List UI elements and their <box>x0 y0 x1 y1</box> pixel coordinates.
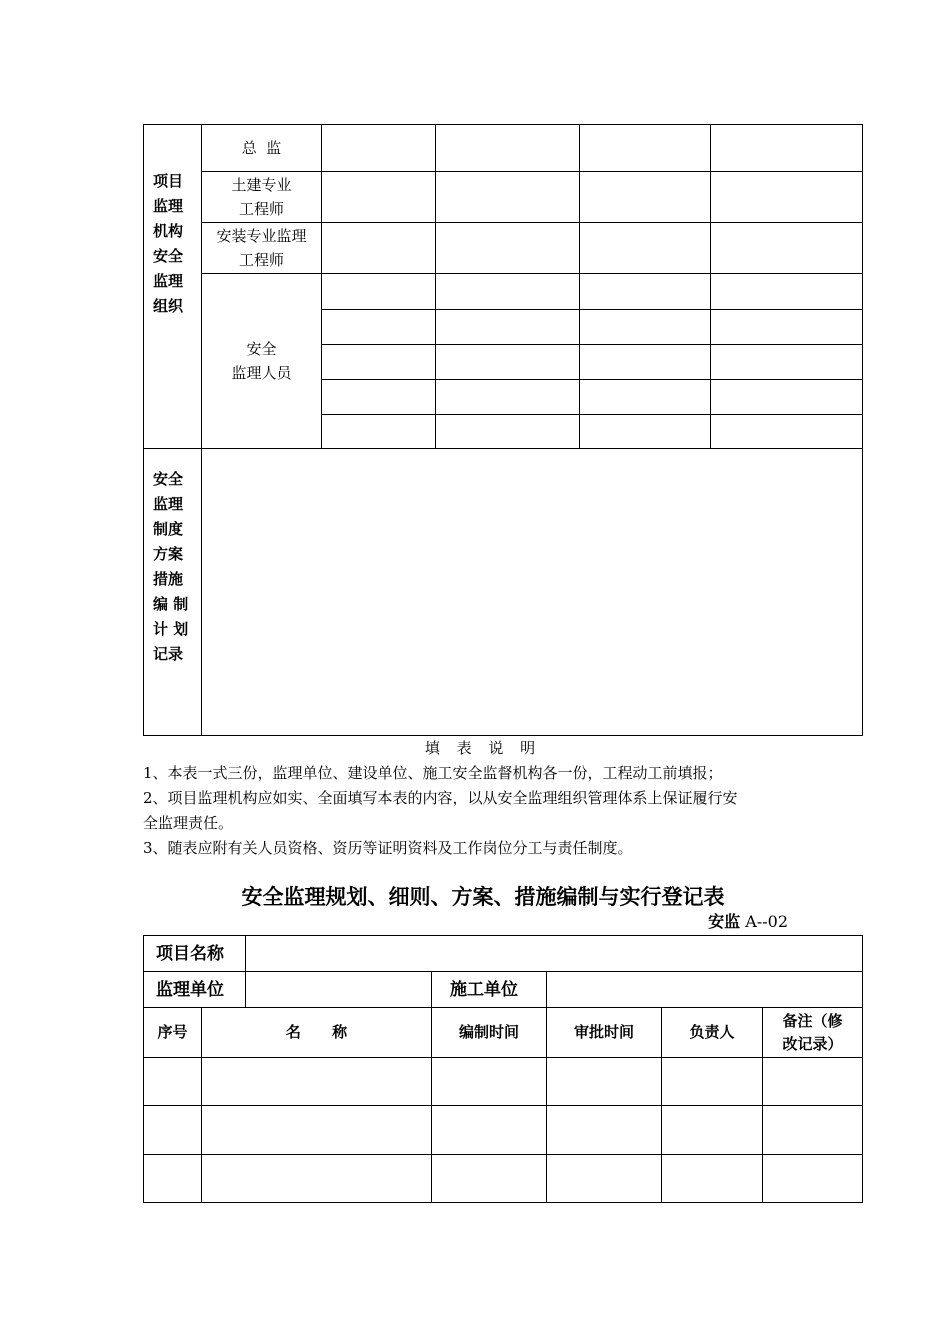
cell[interactable] <box>580 380 711 415</box>
table-row <box>144 1155 863 1203</box>
cell[interactable] <box>322 415 436 449</box>
cell[interactable] <box>711 172 863 223</box>
cell[interactable] <box>662 1106 763 1155</box>
col-header-owner: 负责人 <box>662 1008 763 1058</box>
col-header-remark: 备注（修 改记录） <box>763 1008 863 1058</box>
cell[interactable] <box>436 415 580 449</box>
install-engineer-label: 安装专业监理 工程师 <box>202 223 322 274</box>
register-table <box>143 935 863 1203</box>
cell[interactable] <box>711 380 863 415</box>
cell[interactable] <box>547 1106 662 1155</box>
cell[interactable] <box>711 223 863 274</box>
cell[interactable] <box>711 345 863 380</box>
cell[interactable] <box>322 223 436 274</box>
fill-notes <box>143 736 823 861</box>
cell[interactable] <box>580 172 711 223</box>
cell[interactable] <box>711 274 863 310</box>
supervisor-field[interactable] <box>246 972 432 1008</box>
cell[interactable] <box>202 1106 432 1155</box>
note-line: 1、本表一式三份，监理单位、建设单位、施工安全监督机构各一份，工程动工前填报； <box>143 764 723 782</box>
note-line: 3、随表应附有关人员资格、资历等证明资料及工作岗位分工与责任制度。 <box>143 839 633 857</box>
cell[interactable] <box>580 310 711 345</box>
cell[interactable] <box>763 1058 863 1106</box>
system-plan-label: 安全 监理 制度 方案 措施 编 制 计 划 记录 <box>144 449 202 736</box>
table-row <box>144 1106 863 1155</box>
col-header-name: 名 称 <box>202 1008 432 1058</box>
form-code: 安监 A--02 <box>708 912 788 931</box>
cell[interactable] <box>711 125 863 172</box>
note-line: 全监理责任。 <box>143 814 234 832</box>
org-section-label: 项目 监理 机构 安全 监理 组织 <box>144 125 202 449</box>
project-name-field[interactable] <box>246 936 863 972</box>
safety-staff-label: 安全 监理人员 <box>202 274 322 449</box>
system-plan-content[interactable] <box>202 449 863 736</box>
cell[interactable] <box>322 125 436 172</box>
cell[interactable] <box>547 1058 662 1106</box>
cell[interactable] <box>580 345 711 380</box>
cell[interactable] <box>144 1058 202 1106</box>
cell[interactable] <box>144 1155 202 1203</box>
note-line: 2、项目监理机构应如实、全面填写本表的内容，以从安全监理组织管理体系上保证履行安 <box>143 789 738 807</box>
cell[interactable] <box>436 172 580 223</box>
cell[interactable] <box>432 1155 547 1203</box>
cell[interactable] <box>432 1106 547 1155</box>
cell[interactable] <box>436 380 580 415</box>
cell[interactable] <box>436 125 580 172</box>
form-title: 安全监理规划、细则、方案、措施编制与实行登记表 <box>241 885 725 909</box>
col-header-seq: 序号 <box>144 1008 202 1058</box>
cell[interactable] <box>580 274 711 310</box>
cell[interactable] <box>711 310 863 345</box>
cell[interactable] <box>547 1155 662 1203</box>
chief-supervisor-label: 总 监 <box>202 125 322 172</box>
cell[interactable] <box>580 125 711 172</box>
cell[interactable] <box>144 1106 202 1155</box>
cell[interactable] <box>711 415 863 449</box>
civil-engineer-label: 土建专业 工程师 <box>202 172 322 223</box>
col-header-compile-time: 编制时间 <box>432 1008 547 1058</box>
cell[interactable] <box>322 274 436 310</box>
contractor-label: 施工单位 <box>432 972 547 1008</box>
org-table <box>143 124 863 736</box>
cell[interactable] <box>322 380 436 415</box>
cell[interactable] <box>436 310 580 345</box>
col-header-approve-time: 审批时间 <box>547 1008 662 1058</box>
cell[interactable] <box>322 172 436 223</box>
cell[interactable] <box>763 1155 863 1203</box>
cell[interactable] <box>580 223 711 274</box>
cell[interactable] <box>662 1058 763 1106</box>
cell[interactable] <box>436 345 580 380</box>
cell[interactable] <box>662 1155 763 1203</box>
table-row <box>144 1058 863 1106</box>
cell[interactable] <box>202 1058 432 1106</box>
cell[interactable] <box>322 345 436 380</box>
cell[interactable] <box>436 223 580 274</box>
cell[interactable] <box>580 415 711 449</box>
cell[interactable] <box>202 1155 432 1203</box>
cell[interactable] <box>436 274 580 310</box>
cell[interactable] <box>763 1106 863 1155</box>
project-name-label: 项目名称 <box>144 936 246 972</box>
contractor-field[interactable] <box>547 972 863 1008</box>
cell[interactable] <box>432 1058 547 1106</box>
notes-title: 填 表 说 明 <box>424 739 542 757</box>
cell[interactable] <box>322 310 436 345</box>
supervisor-label: 监理单位 <box>144 972 246 1008</box>
